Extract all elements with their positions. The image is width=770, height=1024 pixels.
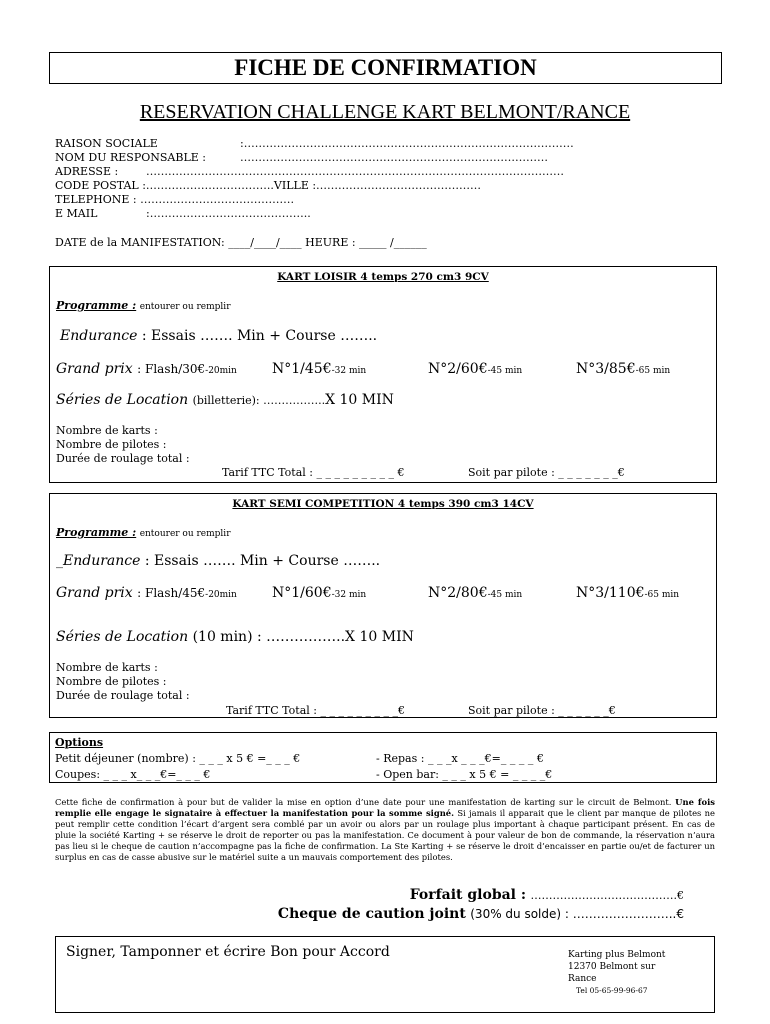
forfait-field: ………………………………….€ <box>530 889 684 902</box>
loisir-karts[interactable]: Nombre de karts : <box>56 424 158 437</box>
grand-prix-label: Grand prix <box>56 361 133 377</box>
semi-section <box>49 493 717 718</box>
adresse-field[interactable]: …………………………………………………………………………………………………… <box>146 165 564 178</box>
gp-n3-price: N°3/85€ <box>576 361 636 377</box>
semi-duree[interactable]: Durée de roulage total : <box>56 689 190 702</box>
conditions-notice <box>55 797 715 863</box>
forfait-global[interactable] <box>410 887 684 903</box>
page-subtitle: RESERVATION CHALLENGE KART BELMONT/RANCE <box>139 101 631 123</box>
option-repas[interactable]: - Repas : _ _ _x _ _ _€=_ _ _ _ € <box>376 752 544 765</box>
semi-gp-n2[interactable] <box>428 585 522 601</box>
options-section <box>49 732 717 783</box>
gp-n1-duration: -32 min <box>331 366 367 376</box>
semi-gp-n3[interactable] <box>576 585 679 601</box>
endurance-label: _Endurance <box>56 553 141 569</box>
company-city: 12370 Belmont sur <box>568 962 656 972</box>
gp-n2-price: N°2/60€ <box>428 361 488 377</box>
notice-intro: Cette fiche de confirmation à pour but de valider la mise en option d’une date pour une manifestation de karting sur le circuit de Belmont. <box>55 797 672 807</box>
date-heure-field[interactable]: DATE de la MANIFESTATION: ____/____/____ HEURE : _____ /______ <box>55 236 427 249</box>
programme-note: entourer ou remplir <box>139 302 231 312</box>
page-title: FICHE DE CONFIRMATION <box>234 55 537 80</box>
semi-series[interactable] <box>56 629 414 645</box>
company-phone: Tel 05-65-99-96-67 <box>576 986 648 995</box>
loisir-gp-n1[interactable] <box>272 361 366 377</box>
gp-n1-price: N°1/45€ <box>272 361 332 377</box>
option-open-bar[interactable]: - Open bar: _ _ _ x 5 € = _ _ _ _€ <box>376 768 553 781</box>
gp-n1-duration: -32 min <box>331 590 367 600</box>
programme-label: Programme : <box>56 299 137 312</box>
loisir-gp-n3[interactable] <box>576 361 670 377</box>
cheque-caution[interactable] <box>278 906 684 922</box>
gp-n2-price: N°2/80€ <box>428 585 488 601</box>
loisir-tarif-total[interactable]: Tarif TTC Total : _ _ _ _ _ _ _ _ _ € <box>222 466 405 479</box>
loisir-section <box>49 266 717 483</box>
responsable-label: NOM DU RESPONSABLE : <box>55 151 206 164</box>
semi-grand-prix[interactable] <box>56 585 237 601</box>
endurance-text: : Essais ……. Min + Course …….. <box>144 553 381 569</box>
company-address <box>568 949 688 997</box>
option-coupes[interactable]: Coupes: _ _ _ x_ _ _€=_ _ _ € <box>55 768 211 781</box>
notice-details: Si jamais il apparait que le client par manque de pilotes ne peut remplir cette condition l’écart d’argent sera comblé par un avoir ou alors par un roulage plus important à chaque participant présent. En cas de pluie la société Karting + se réserve le droit de reporter ou pas la manifestation. Ce document à pour valeur de bon de commande, la réservation n’aura pas lieu si le cheque de caution n’accompagne pas la fiche de confirmation. La Ste Karting + se réserve le droit d’encaisser en partie ou/et de facturer un surplus en cas de casse abusive sur le matériel suite a un mauvais comportement des pilotes. <box>55 808 715 862</box>
loisir-programme <box>56 299 231 312</box>
programme-label: Programme : <box>56 526 137 539</box>
code-postal-ville-field[interactable]: CODE POSTAL :……………………………..VILLE :……………………………………… <box>55 179 482 192</box>
adresse-label: ADRESSE : <box>55 165 119 178</box>
loisir-grand-prix[interactable] <box>56 361 237 377</box>
semi-soit-par-pilote[interactable]: Soit par pilote : _ _ _ _ _ _€ <box>468 704 616 717</box>
gp-n3-price: N°3/110€ <box>576 585 645 601</box>
semi-title: KART SEMI COMPETITION 4 temps 390 cm3 14CV <box>232 498 534 510</box>
gp-flash-duration: -20min <box>205 366 237 376</box>
email-label: E MAIL <box>55 207 98 220</box>
endurance-text: : Essais ……. Min + Course …….. <box>141 328 378 344</box>
gp-n1-price: N°1/60€ <box>272 585 332 601</box>
gp-n2-duration: -45 min <box>487 590 523 600</box>
loisir-gp-n2[interactable] <box>428 361 522 377</box>
grand-prix-label: Grand prix <box>56 585 133 601</box>
gp-flash-duration: -20min <box>205 590 237 600</box>
gp-n3-duration: -65 min <box>644 590 680 600</box>
semi-endurance[interactable] <box>56 553 380 569</box>
notice-engagement: Une fois remplie elle engage le signataire à effectuer la manifestation pour la somme signé. <box>55 797 715 818</box>
programme-note: entourer ou remplir <box>139 529 231 539</box>
raison-sociale-row <box>55 137 158 150</box>
forfait-label: Forfait global : <box>409 887 527 903</box>
gp-flash: : Flash/45€ <box>137 586 206 600</box>
semi-karts[interactable]: Nombre de karts : <box>56 661 158 674</box>
email-field[interactable]: :…………………………………….. <box>146 207 311 220</box>
company-city-2: Rance <box>568 974 597 984</box>
responsable-field[interactable]: ………………………………………………………………………… <box>240 151 548 164</box>
option-petit-dejeuner[interactable]: Petit déjeuner (nombre) : _ _ _ x 5 € =_ _ _ € <box>55 752 301 765</box>
signature-instructions: Signer, Tamponner et écrire Bon pour Accord <box>66 944 390 960</box>
series-label: Séries de Location <box>56 392 189 408</box>
semi-programme <box>56 526 231 539</box>
title-box <box>49 52 722 84</box>
series-text: X 10 MIN <box>325 392 394 408</box>
options-title: Options <box>55 736 104 749</box>
telephone-field[interactable]: TELEPHONE : …………………………………… <box>55 193 295 206</box>
loisir-endurance[interactable] <box>60 328 377 344</box>
series-text: (10 min) : ……………..X 10 MIN <box>192 629 414 645</box>
semi-tarif-total[interactable]: Tarif TTC Total : _ _ _ _ _ _ _ _ _€ <box>226 704 405 717</box>
loisir-soit-par-pilote[interactable]: Soit par pilote : _ _ _ _ _ _ _€ <box>468 466 625 479</box>
raison-sociale-label: RAISON SOCIALE <box>55 137 158 150</box>
semi-gp-n1[interactable] <box>272 585 366 601</box>
cheque-field: (30% du solde) : ……………………..€ <box>470 907 684 921</box>
signature-box[interactable] <box>55 936 715 1013</box>
loisir-series[interactable] <box>56 392 394 408</box>
series-label: Séries de Location <box>56 629 189 645</box>
loisir-title: KART LOISIR 4 temps 270 cm3 9CV <box>277 271 489 283</box>
series-note: (billetterie): …………….. <box>192 394 326 407</box>
gp-flash: : Flash/30€ <box>137 362 206 376</box>
gp-n3-duration: -65 min <box>635 366 671 376</box>
raison-sociale-field[interactable]: :……………………………………………………………………………… <box>240 137 574 150</box>
semi-pilotes[interactable]: Nombre de pilotes : <box>56 675 167 688</box>
loisir-duree[interactable]: Durée de roulage total : <box>56 452 190 465</box>
loisir-pilotes[interactable]: Nombre de pilotes : <box>56 438 167 451</box>
company-name: Karting plus Belmont <box>568 950 666 960</box>
gp-n2-duration: -45 min <box>487 366 523 376</box>
cheque-label: Cheque de caution joint <box>277 906 466 922</box>
endurance-label: Endurance <box>60 328 138 344</box>
